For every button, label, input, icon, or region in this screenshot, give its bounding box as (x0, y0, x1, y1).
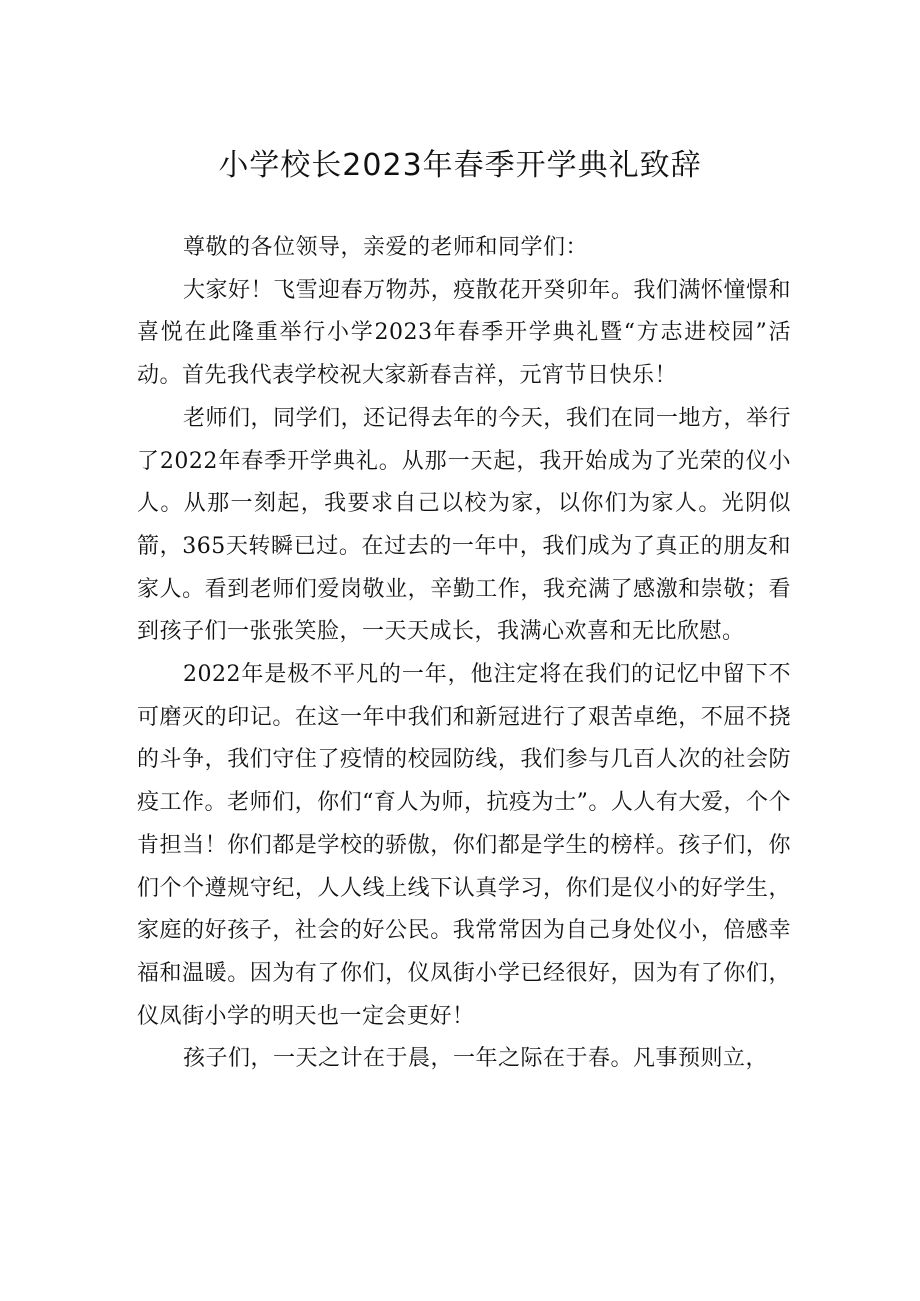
salutation-paragraph: 尊敬的各位领导，亲爱的老师和同学们： (183, 235, 589, 260)
document-title: 小学校长2023年春季开学典礼致辞 (218, 148, 702, 183)
year-review-paragraph: 2022年是极不平凡的一年，他注定将在我们的记忆中留下不可磨灭的印记。在这一年中我们和新冠进行了艰苦卓绝，不屈不挠的斗争，我们守住了疫情的校园防线，我们参与几百人次的社会防疫工作。老师们，你们“育人为师，抗疫为士”。人人有大爱，个个肯担当！你们都是学校的骄傲，你们都是学生的榜样。孩子们，你们个个遵规守纪，人人线上线下认真学习，你们是仪小的好学生，家庭的好孩子，社会的好公民。我常常因为自己身处仪小，倍感幸福和温暖。因为有了你们，仪凤街小学已经很好，因为有了你们，仪凤街小学的明天也一定会更好！ (137, 662, 791, 1029)
greeting-paragraph: 大家好！飞雪迎春万物苏，疫散花开癸卯年。我们满怀憧憬和喜悦在此隆重举行小学2023年春季开学典礼暨“方志进校园”活动。首先我代表学校祝大家新春吉祥，元宵节日快乐！ (137, 277, 791, 389)
recollection-paragraph: 老师们，同学们，还记得去年的今天，我们在同一地方，举行了2022年春季开学典礼。从那一天起，我开始成为了光荣的仪小人。从那一刻起，我要求自己以校为家，以你们为家人。光阴似箭，365天转瞬已过。在过去的一年中，我们成为了真正的朋友和家人。看到老师们爱岗敬业，辛勤工作，我充满了感激和崇敬；看到孩子们一张张笑脸，一天天成长，我满心欢喜和无比欣慰。 (137, 405, 791, 645)
closing-paragraph: 孩子们，一天之计在于晨，一年之际在于春。凡事预则立， (183, 1046, 769, 1072)
document-body (137, 227, 791, 1081)
